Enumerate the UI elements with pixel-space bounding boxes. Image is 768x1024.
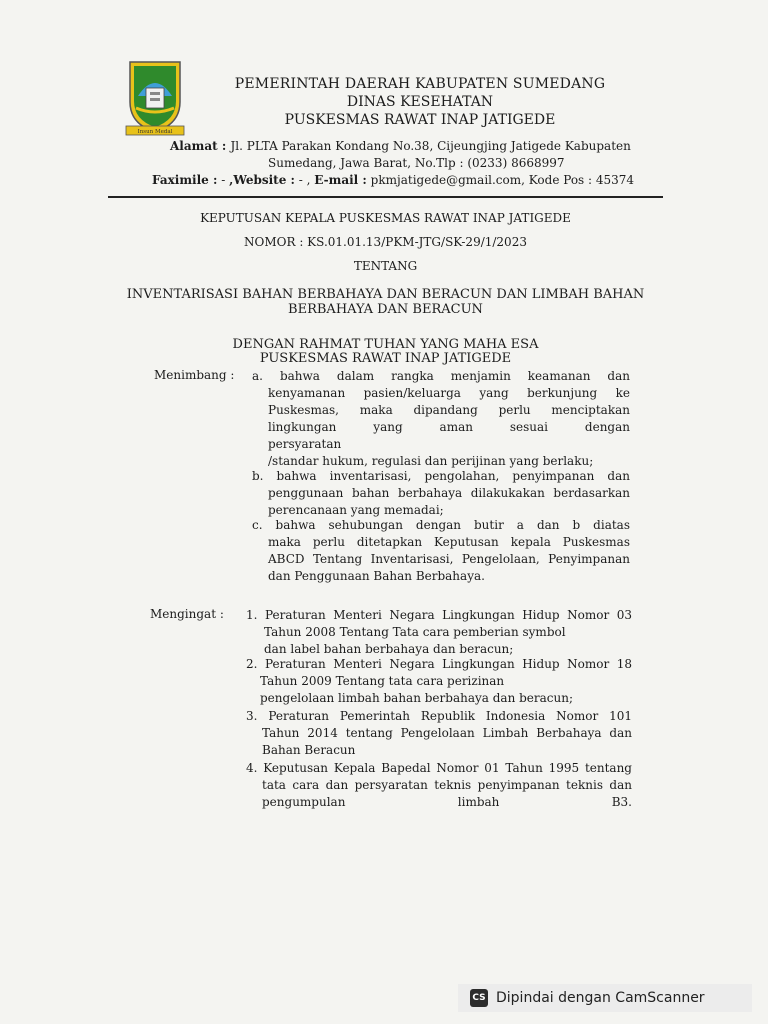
sumedang-regency-emblem: [124, 58, 186, 138]
menimbang-c-line: ABCD Tentang Inventarisasi, Pengelolaan, Penyimpanan: [268, 552, 630, 566]
menimbang-c-line: c. bahwa sehubungan dengan butir a dan b diatas: [252, 518, 630, 532]
grace-line-1: DENGAN RAHMAT TUHAN YANG MAHA ESA: [232, 337, 539, 352]
mengingat-3-line: Tahun 2014 tentang Pengelolaan Limbah Berbahaya dan: [262, 726, 632, 740]
mengingat-1-line: 1. Peraturan Menteri Negara Lingkungan Hidup Nomor 03: [246, 608, 632, 622]
website-label: ,Website :: [229, 173, 295, 187]
mengingat-1-line: Tahun 2008 Tentang Tata cara pemberian symbol: [264, 625, 566, 639]
government-name: PEMERINTAH DAERAH KABUPATEN SUMEDANG: [234, 76, 606, 92]
menimbang-item-b: [252, 468, 630, 519]
menimbang-a-line: lingkungan yang aman sesuai dengan: [268, 420, 630, 434]
mengingat-3-line: Bahan Beracun: [262, 743, 356, 757]
mengingat-item-2: [246, 656, 632, 707]
menimbang-c-line: dan Penggunaan Bahan Berbahaya.: [268, 569, 485, 583]
mengingat-4-line: tata cara dan persyaratan teknis penyimpanan teknis dan: [262, 778, 632, 792]
mengingat-1-line: dan label bahan berbahaya dan beracun;: [264, 642, 514, 656]
address-line-1: [150, 138, 650, 155]
agency-name: DINAS KESEHATAN: [346, 94, 494, 110]
fax-label: Faximile :: [152, 173, 218, 187]
email-label: E-mail :: [314, 173, 367, 187]
mengingat-label: Mengingat :: [150, 607, 224, 621]
website-value: - ,: [298, 173, 311, 187]
mengingat-item-3: [246, 708, 632, 759]
mengingat-4-line: pengumpulan limbah B3.: [262, 795, 632, 809]
menimbang-c-line: maka perlu ditetapkan Keputusan kepala Puskesmas: [268, 535, 630, 549]
camscanner-logo-icon: CS: [470, 989, 488, 1007]
menimbang-a-line: /standar hukum, regulasi dan perijinan yang berlaku;: [268, 454, 594, 468]
email-value: pkmjatigede@gmail.com,: [370, 173, 525, 187]
menimbang-a-line: persyaratan: [268, 437, 342, 451]
decree-number: NOMOR : KS.01.01.13/PKM-JTG/SK-29/1/2023: [244, 235, 527, 249]
mengingat-3-line: 3. Peraturan Pemerintah Republik Indonesia Nomor 101: [246, 709, 632, 723]
mengingat-item-4: [246, 760, 632, 811]
grace-line-2: PUSKESMAS RAWAT INAP JATIGEDE: [259, 351, 512, 366]
letterhead-divider: [108, 196, 663, 198]
letterhead-address: [150, 138, 650, 189]
mengingat-item-1: [246, 607, 632, 658]
decree-about: TENTANG: [353, 259, 418, 273]
menimbang-b-line: penggunaan bahan berbahaya dilakukakan berdasarkan: [268, 486, 630, 500]
decree-title: KEPUTUSAN KEPALA PUSKESMAS RAWAT INAP JATIGEDE: [200, 211, 571, 225]
camscanner-text: Dipindai dengan CamScanner: [496, 990, 705, 1006]
menimbang-a-line: a. bahwa dalam rangka menjamin keamanan dan: [252, 369, 630, 383]
mengingat-2-line: 2. Peraturan Menteri Negara Lingkungan Hidup Nomor 18: [246, 657, 632, 671]
camscanner-watermark: [458, 984, 752, 1012]
address-text-1: Jl. PLTA Parakan Kondang No.38, Cijeungjing Jatigede Kabupaten: [230, 139, 631, 153]
address-label: Alamat :: [170, 139, 227, 153]
decree-subject-line-2: BERBAHAYA DAN BERACUN: [288, 302, 483, 317]
postcode: Kode Pos : 45374: [528, 173, 635, 187]
menimbang-item-c: [252, 517, 630, 585]
contact-line: [150, 172, 650, 189]
fax-value: -: [221, 173, 226, 187]
menimbang-b-line: b. bahwa inventarisasi, pengolahan, penyimpanan dan: [252, 469, 630, 483]
menimbang-a-line: Puskesmas, maka dipandang perlu menciptakan: [268, 403, 630, 417]
puskesmas-name: PUSKESMAS RAWAT INAP JATIGEDE: [284, 112, 556, 128]
decree-subject-line-1: INVENTARISASI BAHAN BERBAHAYA DAN BERACUN DAN LIMBAH BAHAN: [126, 287, 645, 302]
menimbang-label: Menimbang :: [154, 368, 235, 382]
mengingat-2-line: Tahun 2009 Tentang tata cara perizinan: [260, 674, 505, 688]
menimbang-a-line: kenyamanan pasien/keluarga yang berkunjung ke: [268, 386, 630, 400]
mengingat-2-line: pengelolaan limbah bahan berbahaya dan beracun;: [260, 691, 574, 705]
letterhead-titles: [200, 76, 640, 128]
menimbang-b-line: perencanaan yang memadai;: [268, 503, 444, 517]
mengingat-4-line: 4. Keputusan Kepala Bapedal Nomor 01 Tahun 1995 tentang: [246, 761, 632, 775]
address-text-2: Sumedang, Jawa Barat, No.Tlp : (0233) 8668997: [268, 156, 565, 170]
emblem-banner-text: Insun Medal: [137, 129, 173, 135]
menimbang-item-a: [252, 368, 630, 470]
